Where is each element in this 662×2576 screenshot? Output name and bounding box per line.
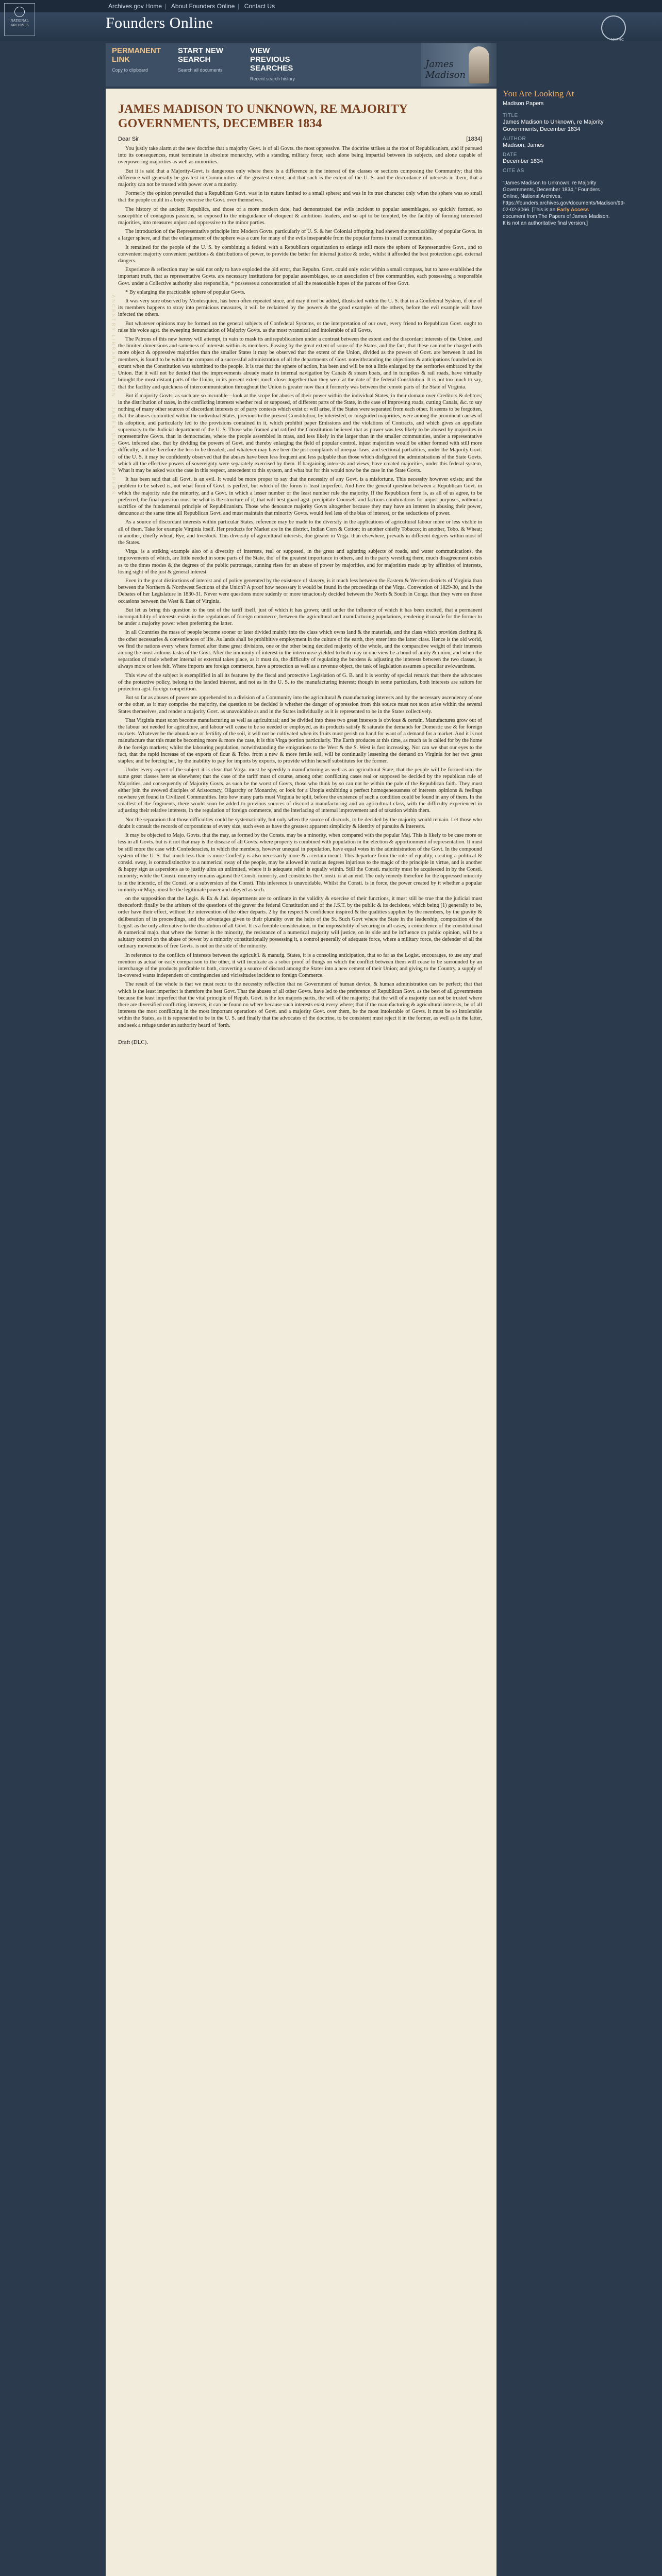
source-note: Draft (DLC). <box>118 1039 148 1045</box>
new-search-label: START NEW SEARCH <box>178 46 224 64</box>
permanent-link-button[interactable] <box>112 46 161 83</box>
new-search-button[interactable] <box>178 46 229 83</box>
previous-searches-button[interactable] <box>250 46 312 83</box>
early-access-badge: Early Access <box>557 207 589 213</box>
nhprc-label: NHPRC <box>611 38 624 42</box>
site-title[interactable]: Founders Online <box>106 14 213 31</box>
document-paragraph: Experience & reflection may be said not only to have exploded the old error, that Repubn. Govt. could only exist within a small compass, but to have established the important truth, that as representative Govts. are necessary institutions for popular assemblages, so an association of free communities, each possessing a responsible Govt. under a Collective authority also responsible, * possesses a concentration of all the reasonable hopes of the patrons of free Govt. <box>118 267 482 286</box>
document-paragraph: Nor the separation that those difficulties could be systematically, but only when the source of discords, to be decided by the majority would remain. Let those who doubt it consult the records of corporations of every size, such even as have the greatest apparent simplicity & identity of pursuits & interests. <box>118 817 482 829</box>
salutation-row <box>118 136 482 142</box>
document-paragraph: Under every aspect of the subject it is clear that Virga. must be speedily a manufacturing as well as an agricultural State; that the people will be formed into the same great classes here as elsewhere; that the case of the tariff must of course, among other conflicting cases real or supposed be decided by the republican rule of Majorities, and consequently of Majority Govts. as such be the worst of Govts, those who think by so can not be within the pale of the Republican faith. They must either join the avowed disciples of Aristocracy, Oligarchy or Monarchy, or look for a Utopia exhibiting a perfect homogeneousness of interests opinions & feelings nowhere yet found in Civilized Communities. Into how many parts must Virginia be split, before the existence of such a condition could be found in any of them. In the smallest of the fragments, there would soon be added to previous sources of discord a manufacturing and an agricultural class, with the difficulty experienced in adjusting their relative interests, in the regulation of foreign commerce, and the interlacing of internal improvement and of taxation within them. <box>118 767 482 814</box>
brand-bar <box>0 12 662 41</box>
national-archives-logo[interactable] <box>4 3 35 36</box>
logo-label: NATIONAL ARCHIVES <box>10 19 29 27</box>
sidebar-project[interactable]: Madison Papers <box>503 100 544 107</box>
previous-searches-label: VIEW PREVIOUS SEARCHES <box>250 46 293 73</box>
permanent-link-sub: Copy to clipboard <box>112 67 148 73</box>
document-paragraph: This view of the subject is exemplified in all its features by the fiscal and protective Legislation of G. B. and it is worthy of special remark that there the advocates of the protective policy, belong to the landed interest, and not as in the U. S. to the manufacturing interest; though in some particulars, both interests are suitors for protection agst. foreign competition. <box>118 672 482 692</box>
document-content <box>118 102 482 1045</box>
document-paragraph: It may be objected to Majo. Govts. that the may, as formed by the Consts. may be a minority, when compared with the popular Maj. This is likely to be case more or less in all Govts. but is it not that may is the disease of all Govts. where property is combined with population in the election & apportionment of representation. It must be still more the case with Confederacies, in which the members, however unequal in population, have equal votes in the administration of the Govt. In the compound system of the U. S. that much less than is more Confed'y is also necessarily more & a certain meant. This departure from the rule of equality, creating a political & consid. sway, is contradistinctive to a numerical sway of the people, may be allowed in various degrees injurious to the magic of the principle in virtue, and is another & happy sign as aspersions as to justify ultra an unlimited, where it is adequate relief is equally within. Still the Consti. majority must be acquiesced in by the Consti. minority; while the Consti. minority remains against the Consti. minority, and constitutes the Consti. is at an end. The only remedy therefore for the oppressed minority is in the interstic, of the Consti. or a subversion of the Consti. This inference is unavoidable. Whilst the Consti. is in force, the power created by it whether a popular minority or Majy. must be the legitimate power and obeyed as such. <box>118 833 482 893</box>
field-date-key: DATE <box>503 152 517 158</box>
document-paragraph: It remained for the people of the U. S. by combining a federal with a Republican organization to enlarge still more the sphere of Representative Govt., and to convenient majority convenient partitions & distributions of power, to provide the better for internal justice & order, whilst it afforded the best protection agst. external dangers. <box>118 244 482 264</box>
document-paragraph: It has been said that all Govt. is an evil. It would be more proper to say that the necessity of any Govt. is a misfortune. This necessity however exists; and the problem to be solved is, not what form of Govt. is perfect, but which of the forms is least imperfect. And here the general question between a Republican Govt. in which the majority rule the minority, and a Govt. in which a lesser number or the least number rule the majority. If the Republican form is, as all of us agree, to be preferred, the final question must be what is the structure of it, that will best guard agst. precipitate Counsels and factious combinations for unjust purposes, without a sacrifice of the fundamental principle of Republicanism. Those who denounce majority Govts altogether because they may have an interest in abusing their power, denounce at the same time all Republican Govt. and must maintain that minority Govts. would feel less of the bias of interest, or the seductions of power. <box>118 477 482 517</box>
document-paragraph: As a source of discordant interests within particular States, reference may be made to the diversity in the applications of agricultural labour more or less visible in all of them. Take for example Virginia itself. Her products for Market are in the district, Indian Corn & Cotton; in another chiefly Tobacco; in another, Tobo. & Wheat; in another, chiefly wheat, Rye, and livestock. This diversity of agricultural interests, due greater in Virga. than elsewhere, prevails in different degrees within most of the States. <box>118 519 482 546</box>
document-paragraph: Even in the great distinctions of interest and of policy generated by the existence of slavery, is it much less between the Eastern & Western districts of Virginia than between the Northern & Northwest Sections of the Union? A proof how necessary it would be found in the proceedings of the Virga. Convention of 1829-30, and in the Debates of her Legislature in 1830-31. Never were questions more sudenly or more tenaciously decided between the North & South in Congr. than they were on those occasions between the West & East of Virginia. <box>118 578 482 604</box>
previous-searches-sub: Recent search history <box>250 76 295 81</box>
field-date-value: December 1834 <box>503 158 543 164</box>
citation <box>503 180 625 227</box>
link-archives-home[interactable]: Archives.gov Home <box>108 3 162 10</box>
field-title-value: James Madison to Unknown, re Majority Governments, December 1834 <box>503 119 604 132</box>
document-paragraph: The result of the whole is that we must recur to the necessity reflection that no Government of human device, & human administration can be perfect; that that which is the least imperfect is therefore the best Govt. That the abuses of all other Govts. have led to the preference of Republican Govt. as the best of all governments because the least imperfect that the vital principle of Repub. Govt. is the lex majoris partis, the will of the majority; that the will of a majority can not be trusted where there are diversified conflicting interests, it can be found no where because such interests exist every where; that if the manufacturing & agricultural interests, be of all interests the most conflicting in the most important operations of Govt. and a majority Govt. over them, be the most intolerable of Govts. it must be so intolerable within the States, as it is represented to be in the U. S. and finally that the advocates of the doctrine, to be consistent must reject it in the former, as well as in the latter, and seek a refuge under an authority heard of 'forth. <box>118 981 482 1028</box>
madison-portrait-banner <box>421 43 496 87</box>
citation-tail: document from The Papers of James Madison. It is not an authoritative final version.] <box>503 214 610 226</box>
document-paragraph: In all Countries the mass of people become sooner or later divided mainly into the class which owns land & the materials, and the class which provides clothing & the other necessaries & conveniences of life. As lands shall be prohibitive employment in the culture of the earth, they enter into the latter class. Hence is the old world, we find the nations every where formed after these great divisions, one or the other being decided majority of the whole, and the comparative weight of their interests among the most arduous tasks of the Govt. After the immunity of interest in the intercourse yielded to both may in one view be a bond of amity & union, and when the separation of trade whether internal or external takes place, as it must do, the difficulty of regulating the burdens & adjusting the interests between the two classes, is always more or less felt. Where imports are foreign commerce, have a protection as well as a revenue object, the task of legislation assumes a peculiar awkwardness. <box>118 630 482 670</box>
document-paragraph: The Patrons of this new heresy will attempt, in vain to mask its antirepublicanism under a contrast between the extent and the discordant interests of the Union, and the limited dimensions and sameness of interests within its members. Passing by the great extent of some of the States, and the fact, that these can not be charged with more object & oppressive majorities than the smaller States it may be observed that the extent of the Union, divided as the powers of Govt. are between it and its members, is found to be within the compass of a successful administration of all the departments of Govt. notwithstanding the objections & anticipations founded on its extent when the Constitution was submitted to the people. It is true that the sphere of action, has been and will be not a little enlarged by the territories embraced by the Union. But it will not be denied that the improvements already made in internal navigation by Canals & steam boats, and in turnpikes & rail roads, have virtually brought the most distant parts of the Union, in its present extent much closer together than they were at the date of the federal Constitution. It is not too much to say, that the facility and quickness of intercommunication throughout the Union is greater now than it formerly was between the remote parts of the State of Virginia. <box>118 336 482 390</box>
document-paragraph: It was very sure observed by Montesquieu, has been often repeated since, and may it not be added, illustrated within the U. S. that in a Confederal System, if one of its members happens to stray into pernicious measures, it will be reclaimed by the powers & the good examples of the others, before the evil example will have infected the others. <box>118 298 482 318</box>
document-paragraph: The history of the ancient Republics, and those of a more modern date, had demonstrated the evils incident to popular assemblages, so quickly formed, so susceptible of contagious passions, so exposed to the misguidance of eloquent & ambitious leaders, and so apt to be tempted, by the facility of forming interested majorities, into measures unjust and oppressive to the minor parties. <box>118 206 482 226</box>
document-paragraph: That Virginia must soon become manufacturing as well as agricultural; and be divided into these two great interests is obvious & certain. Manufactures grow out of the labour not needed for agriculture, and labour will cease to be so needed or employed, as its products satisfy & saturate the demands for Domestic use & for foreign markets. Whatever be the abundance or fertility of the soil, it will not be cultivated when its fruits must perish on hand for want of a demand for a market. And it is not manufacture that this must be becoming more & more the case, it is this Virga portion particularly. The Earth produces at this time, as much as is called for by the home & the foreign markets; whilst the labouring population, notwithstanding the emigrations to the West & the S. West is fast increasing. Nor can we shut our eyes to the fact, that the rapid increase of the exports of flour & Tobo. from a new & more fertile soil, will be continually lessening the demand on Virginia for her two great staples; and be forcing her, by the inability to pay for imports by exports, to provide within herself substitutes for the former. <box>118 717 482 765</box>
document-title: JAMES MADISON TO UNKNOWN, RE MAJORITY GOVERNMENTS, DECEMBER 1834 <box>118 103 407 130</box>
document-paragraph: In reference to the conflicts of interests between the agricult'l. & manufg. States, it is a consoling anticipation, that so far as the Logist. encourages, to use any unaf mention as actual or early comparison to the other, it will inculcate as a sober proof of things on which the conflict between them will cease to be surrounded by an interchange of the products profitable to both, converting a source of discord among the States into a new cement of their Union; and giving to the Country, a supply of in-covered wants independent of contingencies and vicissitudes incident to foreign Commerce. <box>118 952 482 979</box>
utility-links: Archives.gov Home | About Founders Online | Contact Us <box>108 3 275 10</box>
field-author-key: AUTHOR <box>503 136 526 142</box>
document-panel <box>106 89 496 2576</box>
document-paragraph: But if majority Govts. as such are so incurable—look at the scope for abuses of their power within the individual States, in their domain over Creditors & debtors; in the distribution of taxes, in the conflicting interests whether real or supposed, of different parts of the State, in the case of improving roads, cutting Canals, &c. to say nothing of many other sources of discordant interests or of party contests which exist or will arise, if the States were separated from each other. It seems to be forgotten, that the abuses committed within the individual States, previous to the present Constitution, by interested, or misguided majorities, were among the prominent causes of its adoption, and particularly led to the provisions contained in it, which prohibit paper Emissions and the violations of Contracts, and which gives an appellate supremacy to the Judicial department of the U. S. Those who framed and ratified the Constitution believed that as power was less likely to be abused by majorities in representative Govts. than in democracies, where the people assembled in mass, and less likely in the larger than in the smaller communities, under a representative Govt. inferred also, that by dividing the powers of Govt. and thereby enlarging the field of popular control, injust majorities would be either formed with still more difficulty, and be therefore the less to be dreaded; and whatever may have been the just complaints of unequal laws, and sectional partialities, under the Majority Govt. of the U. S. it may be confidently observed that the abuses have been less frequent and less palpable than those which disfigured the administrations of the State Govts. which all the effective powers of sovereignty were separately exercised by them. If bargaining interests and views, have created majorities, under this federal system, What it may be asked was the case in this respect, antecedent to this system, and what but for this would now be the case in the State Govts. <box>118 393 482 473</box>
nhprc-seal-icon[interactable] <box>601 15 626 40</box>
sidebar <box>503 89 625 227</box>
document-paragraph: But so far as abuses of power are apprehended to a division of a Community into the agricultural & manufacturing interests and by the necessary ascendency of one or the other, as it may comprise the majority, the question to be decided is whether the danger of oppression from this source must not soon arise within the several States themselves, and render a majority Govt. as unavoidable as and in the States individually as it is represented to be in the States collectively. <box>118 695 482 715</box>
field-author-value[interactable]: Madison, James <box>503 142 544 148</box>
document-paragraph: But let us bring this question to the test of the tariff itself, just of which it has grown; until under the influence of which it has been excited, that a permanent incompatibility of interests exists in the regulations of foreign commerce, between the agricultural and manufacturing populations, rendering it unsafe for the former to be under a majority power when preferring the latter. <box>118 607 482 627</box>
cite-as-key: CITE AS <box>503 168 524 174</box>
document-paragraph: Formerly the opinion prevailed that a Republican Govt. was in its nature limited to a small sphere; and was in its true character only when the sphere was so small that the people could in a body exercise the Govt. over themselves. <box>118 191 482 204</box>
salutation: Dear Sir <box>118 136 139 142</box>
sidebar-heading: You Are Looking At <box>503 89 574 98</box>
document-paragraph: You justly take alarm at the new doctrine that a majority Govt. is of all Govts. the most oppressive. The doctrine strikes at the root of Republicanism, and if pursued into its consequences, must terminate in absolute monarchy, with a standing military force; such alone being impartial between its subjects, and alone capable of overpowering majorities as well as minorities. <box>118 146 482 165</box>
eagle-seal-icon <box>14 7 25 17</box>
top-utility-bar <box>0 0 662 13</box>
field-title-key: TITLE <box>503 113 518 118</box>
document-body <box>118 145 482 1029</box>
document-paragraph: on the supposition that the Legis. & Ex & Jud. departments are to ordinate in the validity & exercise of their functions, it must still be true that the judicial must thenceforth finally be the arbiters of the questions of the graver the federal Constitution and of the J.S.T. by the public & its decisions, which being (1) generally to be, order have their effect, without the intervention of the other departs. 2 by the respect & confidence inspired & the qualities supplied by the members, by the gravity & deliberation of its proceedings, and the advantages given to their plurality over the heirs of the St. Such Govt where the State in the leadership, composition of the Legisl. as the only alternative to the dissolution of all Govt. It is a forcible consideration, in the impossibility of securing in all cases, a coincidence of the constitutional & numerical majo. that where the former is the minority, the resistance of a numerical majority will justice, on its side and be influence on public opinion, will be a salutary control on the abuse of power by a minority constitutionally possessing it, a control generally of adequate force, where a military force, the defender of all the ordinary movements of free Govts. is not on the side of the minority. <box>118 895 482 950</box>
document-year: [1834] <box>466 136 482 142</box>
document-paragraph: But whatever opinions may be formed on the general subjects of Confederal Systems, or the interpretation of our own, every friend to Republican Govt. ought to raise his voice agst. the sweeping denunciation of Majority Govts. as the most tyrannical and intolerable of all Govts. <box>118 320 482 333</box>
document-paragraph: The introduction of the Representative principle into Modern Govts. particularly of U. S. & her Colonial offspring, had shewn the practicability of popular Govts. in a larger sphere, and that the enlargement of the sphere was a cure for many of the evils inseparable from the popular forms in small communities. <box>118 229 482 242</box>
action-strip <box>106 43 496 87</box>
document-paragraph: Virga. is a striking example also of a diversity of interests, real or supposed, in the great and agitating subjects of roads, and water communications, the improvements of which, are little needed in some parts of the State, tho' of the greatest importance in others, and in the party wrestling there, much disagreement exists as to the times modes & the degrees of the public patronage, running rises for an abuse of power by majorities, and for majorities made up by affinities of interests, losing sight of the just & general interest. <box>118 549 482 575</box>
portrait-image <box>469 46 489 83</box>
citation-text: "James Madison to Unknown, re Majority Governments, December 1834," Founders Online, National Archives, https://founders.archives.gov/documents/Madison/99-02-02-3066. [This is an <box>503 180 625 213</box>
document-paragraph: * By enlarging the practicable sphere of popular Govts. <box>125 289 245 295</box>
document-paragraph: But it is said that a Majority-Govt. is dangerous only where there is a difference in the interest of the classes or sections composing the Community; that this difference will generally be greatest in Communities of the greatest extent; and that such is the extent of the U. S. and the discordance of interests in them, that a majority can not be trusted with power over a minority. <box>118 168 482 188</box>
new-search-sub: Search all documents <box>178 67 223 73</box>
permanent-link-label: PERMANENT LINK <box>112 46 161 64</box>
vertical-watermark: ANCESTRY LIBRARY EDITION · JAMES MADISON PAPERS <box>111 295 116 496</box>
link-about[interactable]: About Founders Online <box>171 3 235 10</box>
madison-signature: James Madison <box>425 59 466 80</box>
link-contact[interactable]: Contact Us <box>244 3 275 10</box>
